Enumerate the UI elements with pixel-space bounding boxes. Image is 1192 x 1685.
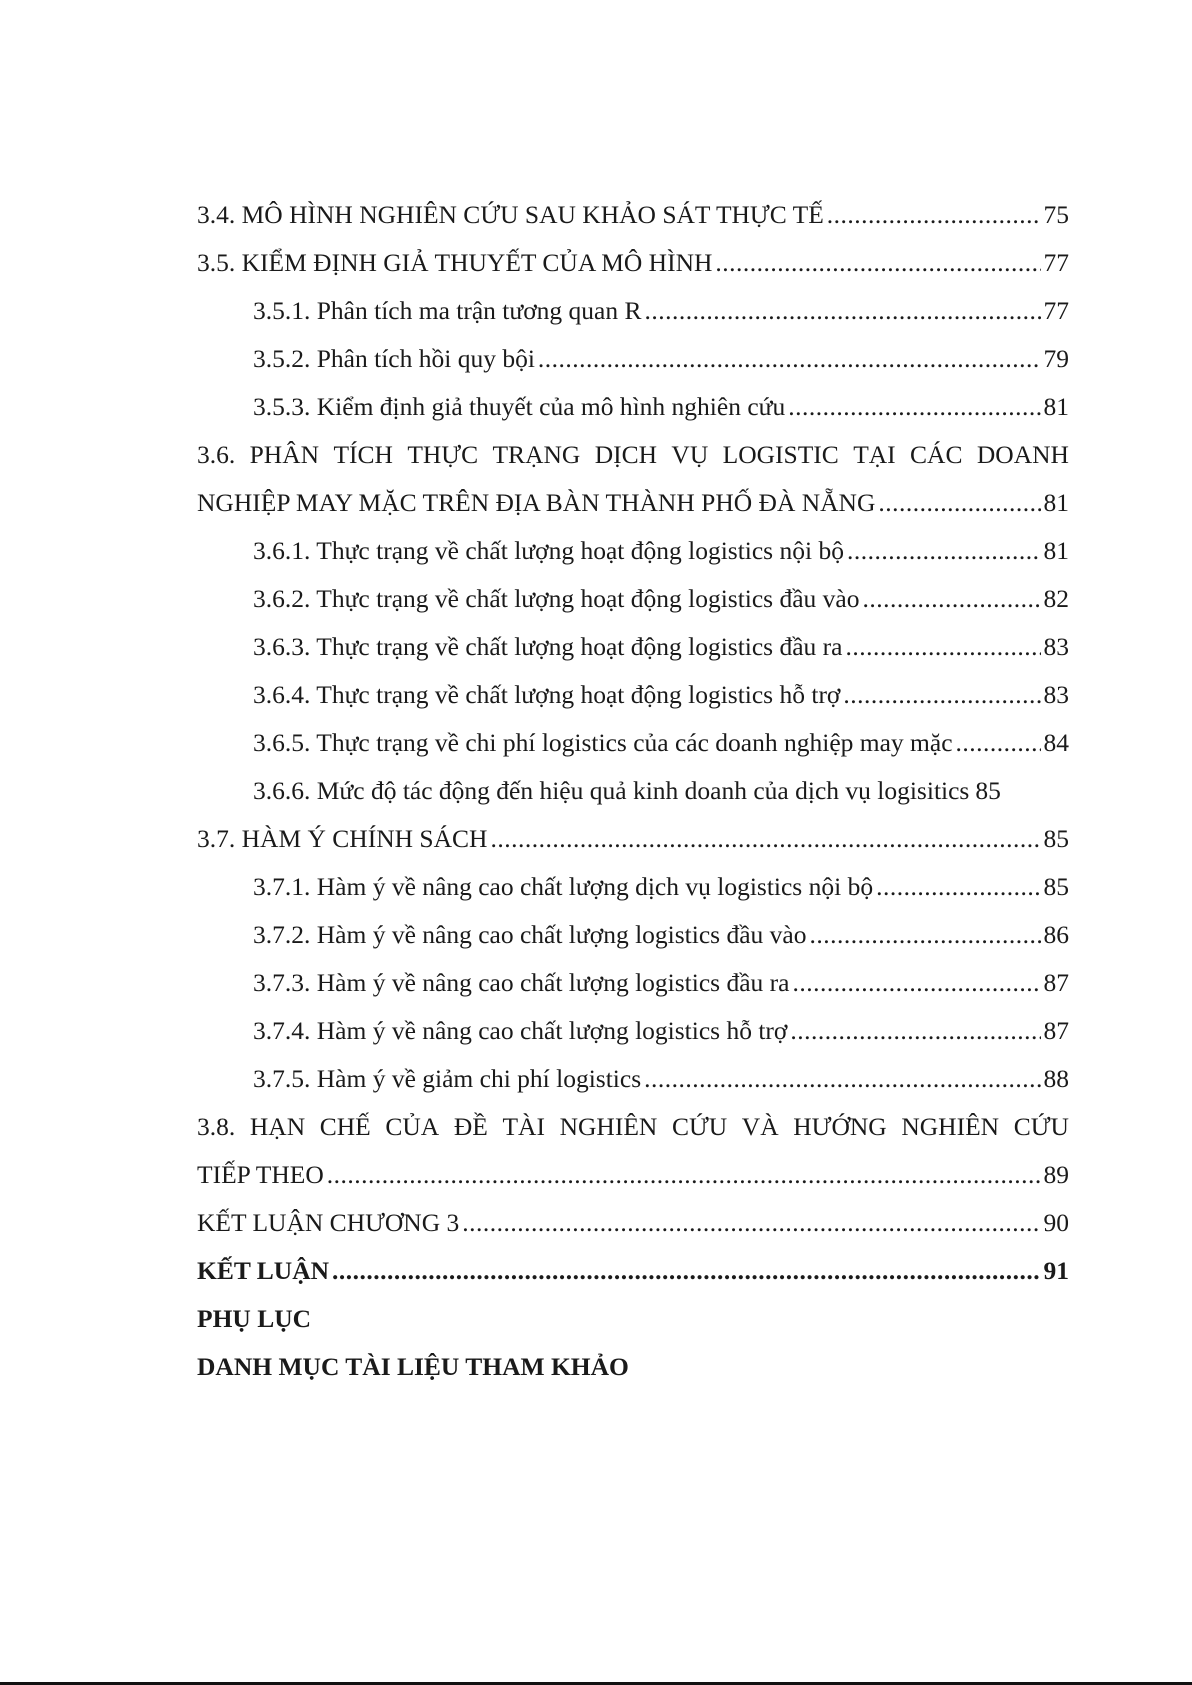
toc-entry-page: 89 [1043,1160,1069,1189]
toc-leader-dots [863,584,1041,614]
toc-word: TRẠNG [492,440,581,469]
toc-entry-page: 90 [1043,1208,1069,1237]
toc-word: CỦA [385,1112,440,1141]
toc-leader-dots [792,968,1040,998]
table-of-contents [197,191,1069,1391]
toc-entry-title: 3.6.2. Thực trạng về chất lượng hoạt động logistics đầu vào [253,584,860,613]
toc-entry-3-6-line1 [197,431,1069,479]
toc-word: CÁC [910,440,963,469]
toc-leader-dots [715,248,1040,278]
toc-word: DỊCH [594,440,658,469]
toc-entry-page: 82 [1043,584,1069,613]
toc-entry-phu-luc [197,1295,1069,1343]
toc-entry-3-6-5 [197,719,1069,767]
toc-word: DOANH [976,440,1069,469]
toc-word: TÀI [502,1112,545,1141]
toc-word: HƯỚNG [793,1112,887,1141]
toc-entry-page: 85 [1043,872,1069,901]
toc-word: VÀ [741,1112,779,1141]
toc-entry-page: 85 [975,776,1001,805]
toc-leader-dots [788,392,1040,422]
toc-entry-title: PHỤ LỤC [197,1304,312,1333]
toc-entry-3-5-1 [197,287,1069,335]
toc-entry-3-5-2 [197,335,1069,383]
toc-word: CỨU [671,1112,728,1141]
toc-entry-title-justified [197,1112,1069,1142]
toc-entry-page: 77 [1043,248,1069,277]
toc-entry-3-7-5 [197,1055,1069,1103]
toc-entry-3-5 [197,239,1069,287]
toc-entry-title: NGHIỆP MAY MẶC TRÊN ĐỊA BÀN THÀNH PHỐ ĐÀ NẴNG [197,488,876,517]
toc-entry-page: 83 [1043,632,1069,661]
toc-entry-page: 88 [1043,1064,1069,1093]
toc-entry-page: 83 [1043,680,1069,709]
toc-leader-dots [809,920,1040,950]
toc-entry-title: 3.6.6. Mức độ tác động đến hiệu quả kinh doanh của dịch vụ logisitics [253,776,970,805]
toc-entry-title: 3.7.4. Hàm ý về nâng cao chất lượng logistics hỗ trợ [253,1016,788,1045]
toc-word: ĐỀ [453,1112,488,1141]
toc-entry-page: 81 [1043,488,1069,517]
toc-entry-3-7-2 [197,911,1069,959]
toc-entry-title: 3.7.2. Hàm ý về nâng cao chất lượng logistics đầu vào [253,920,807,949]
toc-entry-3-4 [197,191,1069,239]
toc-entry-title: 3.6.3. Thực trạng về chất lượng hoạt động logistics đầu ra [253,632,843,661]
toc-leader-dots [327,1160,1041,1190]
toc-word: NGHIÊN [559,1112,658,1141]
toc-entry-title: 3.6.1. Thực trạng về chất lượng hoạt động logistics nội bộ [253,536,844,565]
toc-entry-title: 3.7.3. Hàm ý về nâng cao chất lượng logistics đầu ra [253,968,790,997]
toc-leader-dots [847,536,1041,566]
toc-leader-dots [827,200,1041,230]
toc-entry-title-justified [197,440,1069,470]
toc-entry-page: 81 [1043,536,1069,565]
toc-entry-title: KẾT LUẬN CHƯƠNG 3 [197,1208,460,1237]
toc-entry-3-6-2 [197,575,1069,623]
toc-entry-title: 3.5. KIỂM ĐỊNH GIẢ THUYẾT CỦA MÔ HÌNH [197,248,713,277]
toc-leader-dots [490,824,1040,854]
toc-entry-3-6-line2 [197,479,1069,527]
toc-entry-3-6-4 [197,671,1069,719]
toc-entry-title: KẾT LUẬN [197,1256,330,1285]
toc-entry-title: 3.5.1. Phân tích ma trận tương quan R [253,296,642,325]
toc-entry-page: 87 [1043,968,1069,997]
toc-entry-title: 3.7. HÀM Ý CHÍNH SÁCH [197,824,488,853]
toc-word: THỰC [407,440,479,469]
toc-leader-dots [846,632,1041,662]
toc-entry-title: 3.6.5. Thực trạng về chi phí logistics của các doanh nghiệp may mặc [253,728,953,757]
toc-word: TẠI [853,440,896,469]
toc-leader-dots [956,728,1041,758]
toc-entry-title: 3.4. MÔ HÌNH NGHIÊN CỨU SAU KHẢO SÁT THỰC TẾ [197,200,824,229]
toc-leader-dots [645,296,1041,326]
toc-entry-title: 3.7.5. Hàm ý về giảm chi phí logistics [253,1064,642,1093]
toc-word: CHẾ [319,1112,371,1141]
toc-leader-dots [538,344,1041,374]
toc-entry-ket-luan [197,1247,1069,1295]
toc-entry-3-6-6 [197,767,1069,815]
toc-entry-page: 85 [1043,824,1069,853]
toc-entry-3-6-1 [197,527,1069,575]
toc-entry-title: 3.5.2. Phân tích hồi quy bội [253,344,535,373]
toc-word: CỨU [1013,1112,1069,1141]
toc-leader-dots [878,488,1040,518]
toc-entry-danh-muc-tai-lieu [197,1343,1069,1391]
toc-entry-3-5-3 [197,383,1069,431]
toc-leader-dots [644,1064,1040,1094]
toc-entry-3-7 [197,815,1069,863]
toc-word: VỤ [671,440,709,469]
toc-word: 3.8. [197,1112,236,1141]
toc-entry-page: 84 [1043,728,1069,757]
toc-leader-dots [462,1208,1040,1238]
toc-entry-title: 3.6.4. Thực trạng về chất lượng hoạt động logistics hỗ trợ [253,680,841,709]
toc-entry-3-7-1 [197,863,1069,911]
toc-word: HẠN [249,1112,306,1141]
toc-word: TÍCH [333,440,393,469]
toc-entry-title: 3.7.1. Hàm ý về nâng cao chất lượng dịch vụ logistics nội bộ [253,872,874,901]
toc-entry-title: DANH MỤC TÀI LIỆU THAM KHẢO [197,1352,629,1381]
toc-word: LOGISTIC [722,440,839,469]
toc-entry-page: 81 [1043,392,1069,421]
toc-entry-3-7-3 [197,959,1069,1007]
toc-entry-page: 77 [1043,296,1069,325]
toc-entry-3-8-line2 [197,1151,1069,1199]
toc-entry-3-8-line1 [197,1103,1069,1151]
toc-entry-title: TIẾP THEO [197,1160,324,1189]
toc-leader-dots [790,1016,1040,1046]
toc-entry-3-7-4 [197,1007,1069,1055]
toc-entry-3-6-3 [197,623,1069,671]
toc-entry-page: 79 [1043,344,1069,373]
toc-word: 3.6. [197,440,236,469]
toc-leader-dots [876,872,1040,902]
toc-leader-dots [332,1256,1040,1286]
toc-entry-page: 86 [1043,920,1069,949]
toc-entry-page: 75 [1043,200,1069,229]
toc-word: NGHIÊN [901,1112,1000,1141]
toc-entry-title: 3.5.3. Kiểm định giả thuyết của mô hình nghiên cứu [253,392,786,421]
toc-entry-page: 91 [1043,1256,1069,1285]
toc-entry-page: 87 [1043,1016,1069,1045]
toc-entry-ket-luan-chuong-3 [197,1199,1069,1247]
toc-leader-dots [843,680,1040,710]
toc-word: PHÂN [249,440,320,469]
